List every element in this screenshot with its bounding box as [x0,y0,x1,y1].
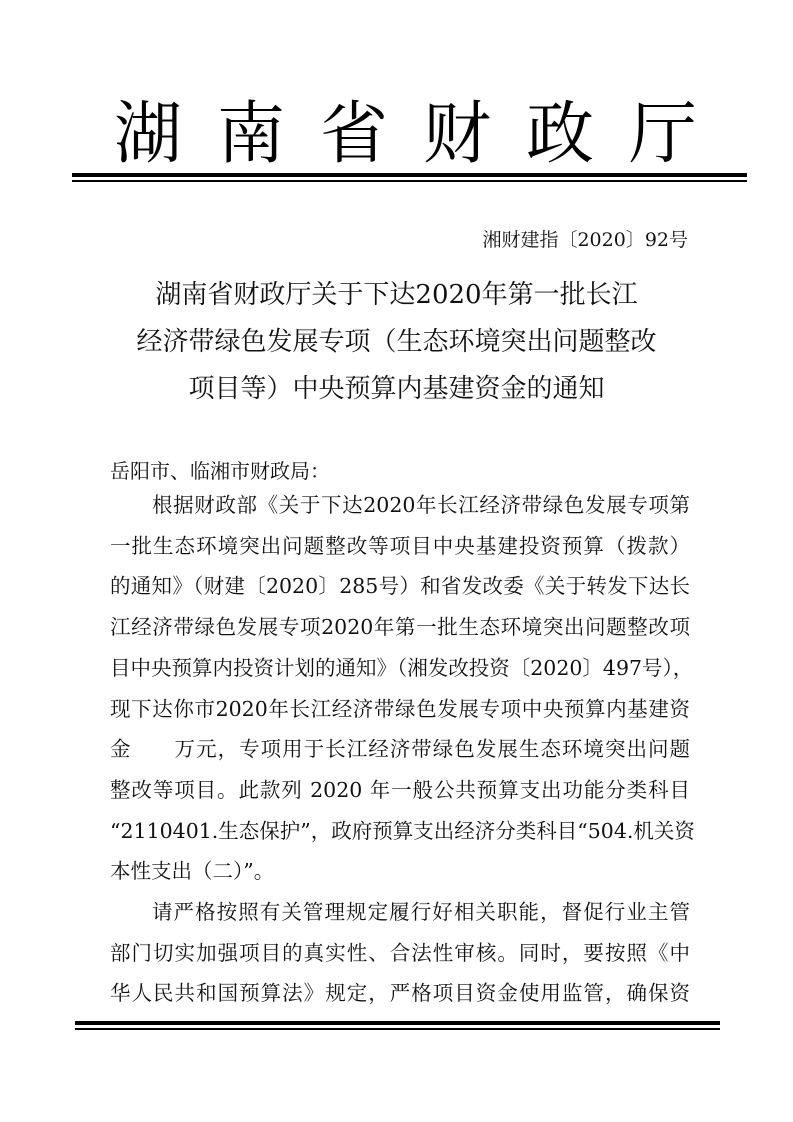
body-line: 目中央预算内投资计划的通知》（湘发改投资〔2020〕497号）， [110,655,694,680]
document-number: 湘财建指〔2020〕92号 [482,229,688,251]
body-line: 部门切实加强项目的真实性、合法性审核。同时，要按照《中 [110,940,690,965]
body-line: 请严格按照有关管理规定履行好相关职能，督促行业主管 [152,900,690,924]
body-line: 金 万元，专项用于长江经济带绿色发展生态环境突出问题 [110,737,690,762]
body-line: 华人民共和国预算法》规定，严格项目资金使用监管，确保资 [110,981,690,1006]
body-line: 根据财政部《关于下达2020年长江经济带绿色发展专项第 [152,493,690,517]
masthead-char: 南 [216,94,285,174]
masthead-char: 厅 [628,94,697,174]
body-line: “2110401.生态保护”，政府预算支出经济分类科目“504.机关资 [110,818,695,843]
body-line: 江经济带绿色发展专项2020年第一批生态环境突出问题整改项 [110,615,690,640]
masthead-char: 湖 [114,94,183,174]
body-line: 本性支出（二）”。 [110,859,275,884]
masthead-char: 财 [422,94,491,174]
document-title [90,272,703,413]
masthead-char: 省 [319,94,388,174]
masthead-issuer [72,86,747,174]
footer-rule-thin [75,1028,720,1030]
body-line: 整改等项目。此款列 2020 年一般公共预算支出功能分类科目 [110,777,690,802]
header-rule-thick [72,173,747,177]
title-line: 项目等）中央预算内基建资金的通知 [188,374,605,404]
title-line: 湖南省财政厅关于下达2020年第一批长江 [155,280,638,310]
header-rule-thin [72,180,747,182]
body-line: 现下达你市2020年长江经济带绿色发展专项中央预算内基建资 [110,696,690,721]
addressee: 岳阳市、临湘市财政局： [110,459,330,483]
body-line: 一批生态环境突出问题整改等项目中央基建投资预算（拨款） [110,533,690,558]
footer-rule-thick [75,1021,720,1025]
masthead-char: 政 [525,94,594,174]
body-line: 的通知》（财建〔2020〕285号）和省发改委《关于转发下达长 [110,574,690,599]
title-line: 经济带绿色发展专项（生态环境突出问题整改 [136,327,657,357]
